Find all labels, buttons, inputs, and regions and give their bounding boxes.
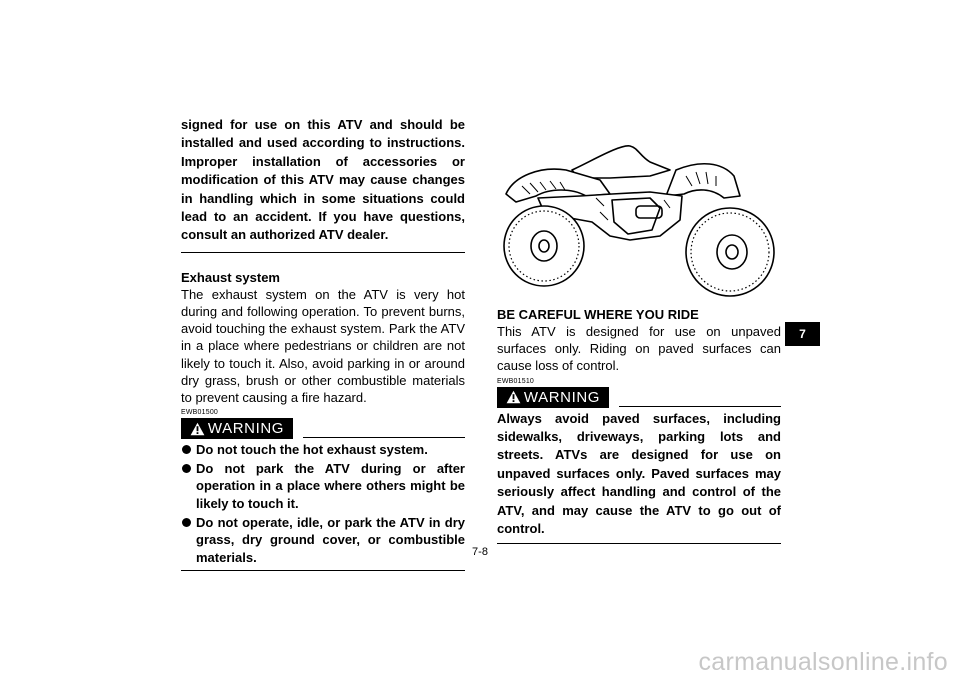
warning-rule — [619, 406, 781, 407]
warning-item: Do not operate, idle, or park the ATV in dry grass, dry ground cover, or combustible materials. — [181, 514, 465, 567]
atv-illustration — [500, 136, 784, 302]
warning-end-rule — [497, 543, 781, 544]
warning-label: WARNING — [207, 420, 285, 438]
page-number: 7-8 — [472, 546, 488, 558]
warning-list — [181, 441, 465, 566]
right-column — [497, 306, 781, 544]
warning-header — [181, 417, 465, 439]
bullet-icon — [182, 518, 191, 527]
exhaust-system-text: The exhaust system on the ATV is very hot during and following operation. To prevent burns, avoid touching the exhaust system. Park the ATV in a place where pedestrians or children are not likely to touch it. Also, avoid parking in or around dry grass, brush or other combustible materials to prevent causing a fire hazard. — [181, 286, 465, 406]
warning-code: EWB01510 — [497, 377, 535, 385]
warning-badge — [181, 418, 293, 439]
warning-label: WARNING — [523, 388, 601, 406]
warning-triangle-icon — [506, 390, 521, 404]
chapter-tab: 7 — [785, 322, 820, 346]
left-column — [181, 116, 465, 571]
warning-rule — [303, 437, 465, 438]
warning-badge — [497, 387, 609, 408]
paved-surface-warning-text: Always avoid paved surfaces, including sidewalks, driveways, parking lots and streets. ATVs are designed for use on unpaved surfaces only. Paved surfaces may seriously affect handling and control of the ATV, and may cause the ATV to go out of control. — [497, 410, 781, 537]
warning-item: Do not touch the hot exhaust system. — [181, 441, 465, 459]
watermark: carmanualsonline.info — [698, 648, 948, 676]
bullet-icon — [182, 464, 191, 473]
accessory-warning-continuation: signed for use on this ATV and should be installed and used according to instructions. Improper installation of accessories or modification of this ATV may cause changes in handling which in some situations could lead to an accident. If you have questions, consult an authorized ATV dealer. — [181, 117, 465, 243]
ride-careful-text: This ATV is designed for use on unpaved surfaces only. Riding on paved surfaces can cause loss of control. — [497, 324, 781, 374]
warning-item: Do not park the ATV during or after operation in a place where others might be likely to touch it. — [181, 460, 465, 513]
warning-code: EWB01500 — [181, 409, 219, 417]
exhaust-system-title: Exhaust system — [181, 269, 280, 285]
bullet-icon — [182, 445, 191, 454]
ride-careful-title: BE CAREFUL WHERE YOU RIDE — [497, 307, 699, 322]
warning-header — [497, 386, 781, 408]
warning-triangle-icon — [190, 422, 205, 436]
warning-end-rule — [181, 570, 465, 571]
